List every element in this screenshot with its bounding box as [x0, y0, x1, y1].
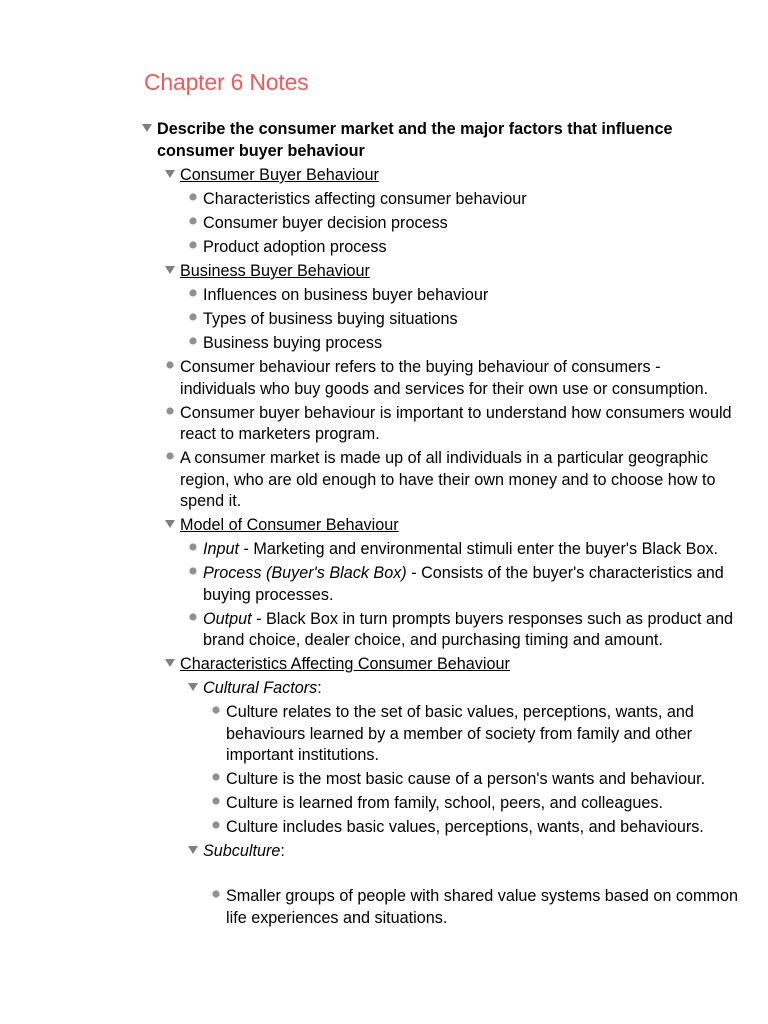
bullet-icon: [164, 451, 176, 463]
heading-text: Consumer Buyer Behaviour: [180, 166, 379, 184]
root-item-text: Describe the consumer market and the major factors that influence consumer buyer behaviour: [157, 120, 673, 160]
list-item-text: Business buying process: [203, 334, 383, 352]
heading-text: Cultural Factors: [203, 679, 318, 697]
heading-text: Characteristics Affecting Consumer Behaviour: [180, 655, 510, 673]
bullet-icon: [164, 360, 176, 372]
list-item: [140, 189, 740, 213]
list-item-text: Product adoption process: [203, 238, 387, 256]
outline-heading-model-of-consumer-behaviour[interactable]: [140, 515, 740, 539]
heading-text: Model of Consumer Behaviour: [180, 516, 399, 534]
list-item-text: Culture relates to the set of basic values, perceptions, wants, and behaviours learned by a member of society from family and other important institutions.: [226, 703, 694, 764]
outline-heading-consumer-buyer-behaviour[interactable]: [140, 165, 740, 189]
list-item: [140, 539, 740, 563]
term-text: Input: [203, 540, 240, 558]
list-item: [140, 309, 740, 333]
list-item: [140, 769, 740, 793]
list-item: [140, 213, 740, 237]
definition-text: - Consists of the buyer's characteristics and buying processes.: [203, 564, 724, 604]
outline-heading-cultural-factors[interactable]: [140, 678, 740, 702]
list-item-text: Consumer buyer behaviour is important to understand how consumers would react to marketers program.: [180, 403, 732, 443]
bullet-icon: [187, 288, 199, 300]
page-title: Chapter 6 Notes: [144, 69, 309, 95]
empty-line: [140, 865, 740, 886]
term-text: Process (Buyer's Black Box): [203, 564, 407, 582]
bullet-icon: [187, 612, 199, 624]
list-item-text: Culture is the most basic cause of a person's wants and behaviour.: [226, 770, 706, 788]
list-item: [140, 333, 740, 357]
list-item: [140, 793, 740, 817]
bullet-icon: [164, 406, 176, 418]
list-item: [140, 817, 740, 841]
collapse-triangle-icon[interactable]: [164, 264, 176, 276]
list-item: [140, 609, 740, 655]
list-item: [140, 448, 740, 515]
list-item-text: Characteristics affecting consumer behaviour: [203, 190, 527, 208]
bullet-icon: [187, 312, 199, 324]
list-item-text: Influences on business buyer behaviour: [203, 286, 489, 304]
bullet-icon: [210, 889, 222, 901]
outline: [140, 119, 740, 932]
bullet-icon: [187, 240, 199, 252]
list-item-text: Types of business buying situations: [203, 310, 458, 328]
outline-heading-characteristics[interactable]: [140, 654, 740, 678]
list-item-text: Consumer buyer decision process: [203, 214, 448, 232]
list-item: [140, 886, 740, 932]
bullet-icon: [187, 336, 199, 348]
bullet-icon: [187, 216, 199, 228]
collapse-triangle-icon[interactable]: [164, 518, 176, 530]
list-item-text: A consumer market is made up of all individuals in a particular geographic region, who are old enough to have their own money and to choose how to spend it.: [180, 449, 716, 510]
collapse-triangle-icon[interactable]: [187, 844, 199, 856]
outline-root-item[interactable]: [140, 119, 740, 165]
collapse-triangle-icon[interactable]: [187, 681, 199, 693]
list-item: [140, 285, 740, 309]
collapse-triangle-icon[interactable]: [141, 122, 153, 134]
bullet-icon: [187, 542, 199, 554]
definition-text: - Marketing and environmental stimuli enter the buyer's Black Box.: [239, 540, 719, 558]
list-item: [140, 237, 740, 261]
collapse-triangle-icon[interactable]: [164, 657, 176, 669]
list-item: [140, 702, 740, 769]
list-item: [140, 563, 740, 609]
term-text: Output: [203, 609, 252, 628]
bullet-icon: [187, 566, 199, 578]
list-item-text: Consumer behaviour refers to the buying behaviour of consumers - individuals who buy goods and services for their own use or consumption.: [180, 358, 709, 398]
bullet-icon: [210, 796, 222, 808]
list-item: [140, 357, 740, 403]
list-item-text: Culture includes basic values, perceptions, wants, and behaviours.: [226, 818, 704, 836]
heading-suffix: :: [280, 842, 285, 860]
collapse-triangle-icon[interactable]: [164, 168, 176, 180]
bullet-icon: [210, 705, 222, 717]
list-item-text: Smaller groups of people with shared value systems based on common life experiences and situations.: [226, 887, 738, 927]
list-item-text: Culture is learned from family, school, peers, and colleagues.: [226, 794, 663, 812]
definition-text: - Black Box in turn prompts buyers responses such as product and brand choice, dealer choice, and purchasing timing and amount.: [203, 609, 733, 649]
outline-heading-business-buyer-behaviour[interactable]: [140, 261, 740, 285]
heading-suffix: :: [317, 679, 322, 697]
bullet-icon: [210, 820, 222, 832]
list-item: [140, 403, 740, 449]
bullet-icon: [210, 772, 222, 784]
heading-text: Subculture: [203, 842, 281, 860]
outline-heading-subculture[interactable]: [140, 841, 740, 865]
bullet-icon: [187, 192, 199, 204]
heading-text: Business Buyer Behaviour: [180, 262, 370, 280]
